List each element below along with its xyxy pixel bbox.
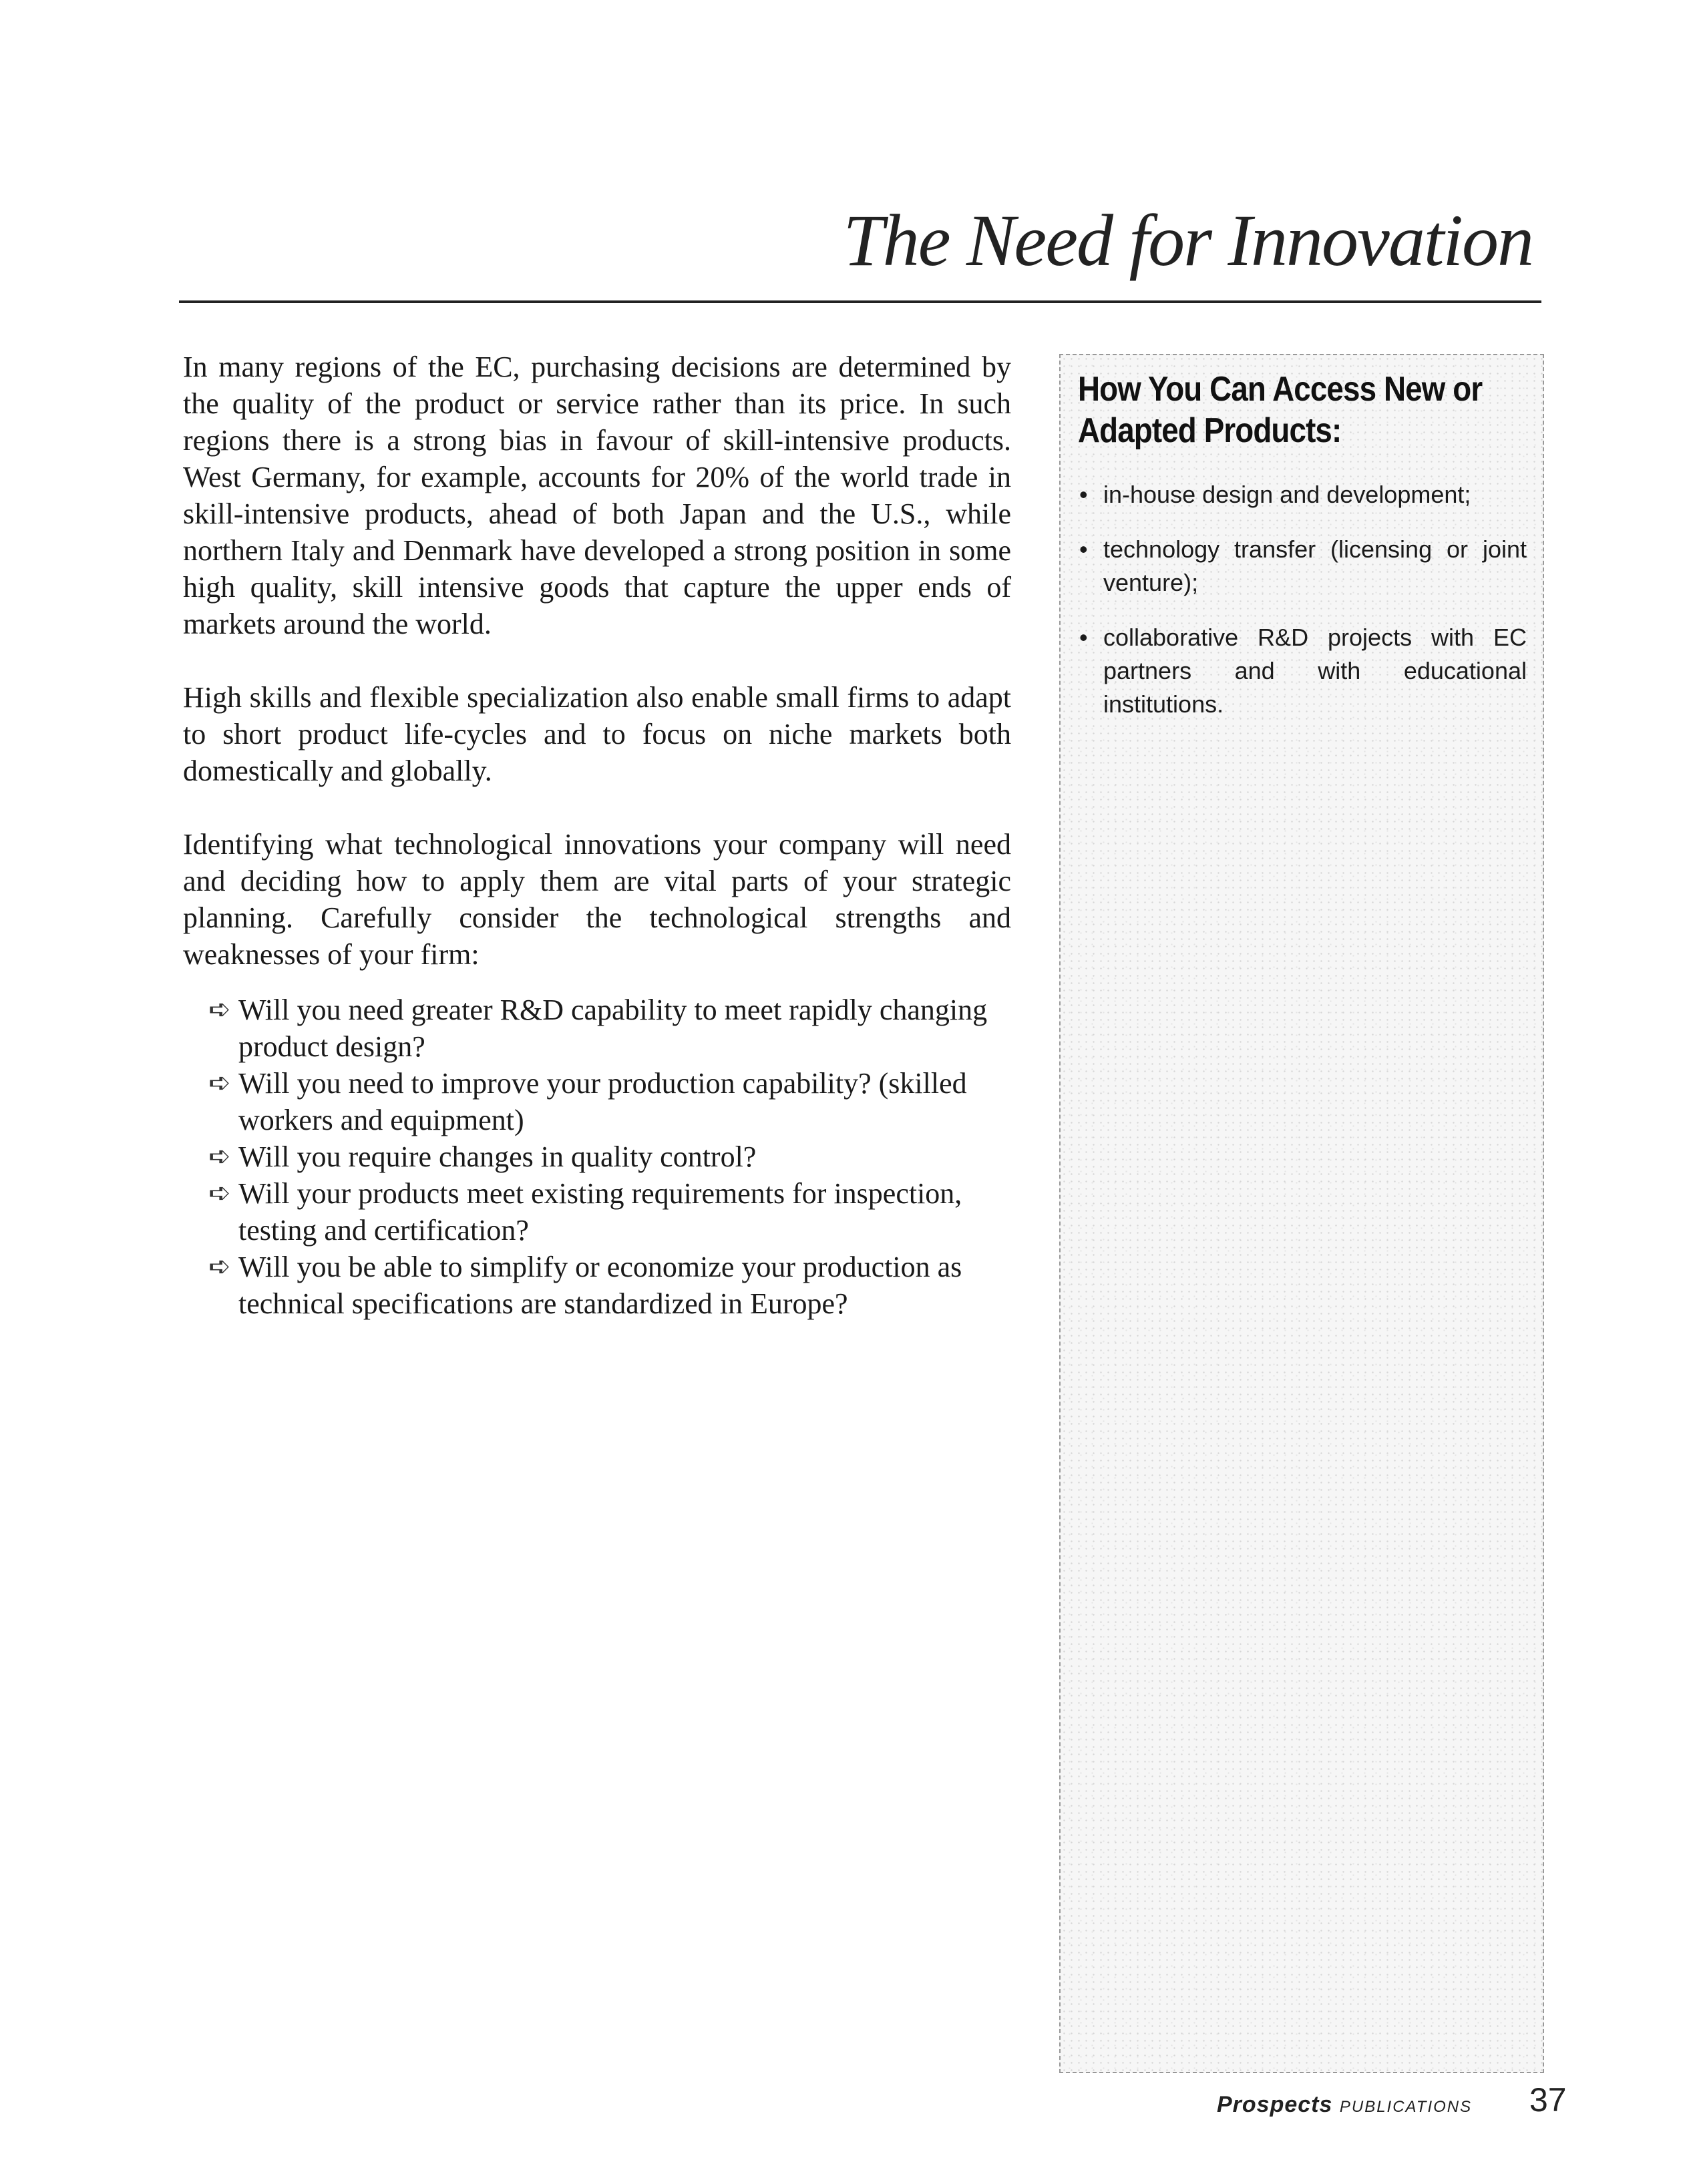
question-text: Will you need to improve your production capability? (skilled workers and equipment) xyxy=(238,1067,967,1136)
publisher-logo-suffix: PUBLICATIONS xyxy=(1339,2098,1473,2116)
sidebar-item xyxy=(1078,478,1527,511)
question-item xyxy=(208,1065,1011,1138)
arrow-right-icon: ➪ xyxy=(208,1251,231,1282)
question-item xyxy=(208,1249,1011,1322)
arrow-right-icon: ➪ xyxy=(208,1178,231,1209)
question-text: Will you need greater R&D capability to meet rapidly changing product design? xyxy=(238,994,988,1063)
sidebar-item-text: technology transfer (licensing or joint venture); xyxy=(1103,535,1527,596)
arrow-right-icon: ➪ xyxy=(208,994,231,1025)
question-list xyxy=(183,992,1011,1322)
sidebar-item xyxy=(1078,533,1527,600)
paragraph-quality: In many regions of the EC, purchasing decisions are determined by the quality of the product or service rather than its price. In such regions there is a strong bias in favour of skill-intensive products. West Germany, for example, accounts for 20% of the world trade in skill-intensive products, ahead of both Japan and the U.S., while northern Italy and Denmark have developed a strong position in some high quality, skill intensive goods that capture the upper ends of markets around the world. xyxy=(183,351,1011,640)
question-text: Will you require changes in quality control? xyxy=(238,1140,757,1173)
page-title: The Need for Innovation xyxy=(843,200,1533,281)
arrow-right-icon: ➪ xyxy=(208,1068,231,1098)
sidebar-box xyxy=(1059,354,1544,2073)
sidebar-item-text: collaborative R&D projects with EC partners and with educational institutions. xyxy=(1103,624,1527,718)
bullet-icon: • xyxy=(1079,624,1088,651)
paragraph-skills: High skills and flexible specialization also enable small firms to adapt to short product life-cycles and to focus on niche markets both domestically and globally. xyxy=(183,681,1011,787)
arrow-right-icon: ➪ xyxy=(208,1141,231,1172)
publisher-logo-brand: Prospects xyxy=(1217,2092,1333,2117)
question-text: Will your products meet existing requirements for inspection, testing and certification? xyxy=(238,1177,962,1247)
publisher-logo xyxy=(1217,2092,1472,2118)
bullet-icon: • xyxy=(1079,481,1088,508)
question-item xyxy=(208,1138,1011,1175)
sidebar-heading: How You Can Access New or Adapted Products: xyxy=(1078,370,1483,450)
sidebar-list xyxy=(1078,478,1527,721)
question-item xyxy=(208,1175,1011,1249)
bullet-icon: • xyxy=(1079,535,1088,563)
title-rule xyxy=(179,300,1541,303)
paragraph-innovation: Identifying what technological innovations your company will need and deciding how to apply them are vital parts of your strategic planning. Carefully consider the technological strengths and weaknesses of your firm: xyxy=(183,828,1011,971)
page-number: 37 xyxy=(1529,2081,1567,2119)
sidebar-item xyxy=(1078,621,1527,721)
question-item xyxy=(208,992,1011,1065)
main-column xyxy=(183,349,1011,1322)
sidebar-item-text: in-house design and development; xyxy=(1103,481,1471,508)
question-text: Will you be able to simplify or economize your production as technical specifications are standardized in Europe? xyxy=(238,1251,962,1320)
